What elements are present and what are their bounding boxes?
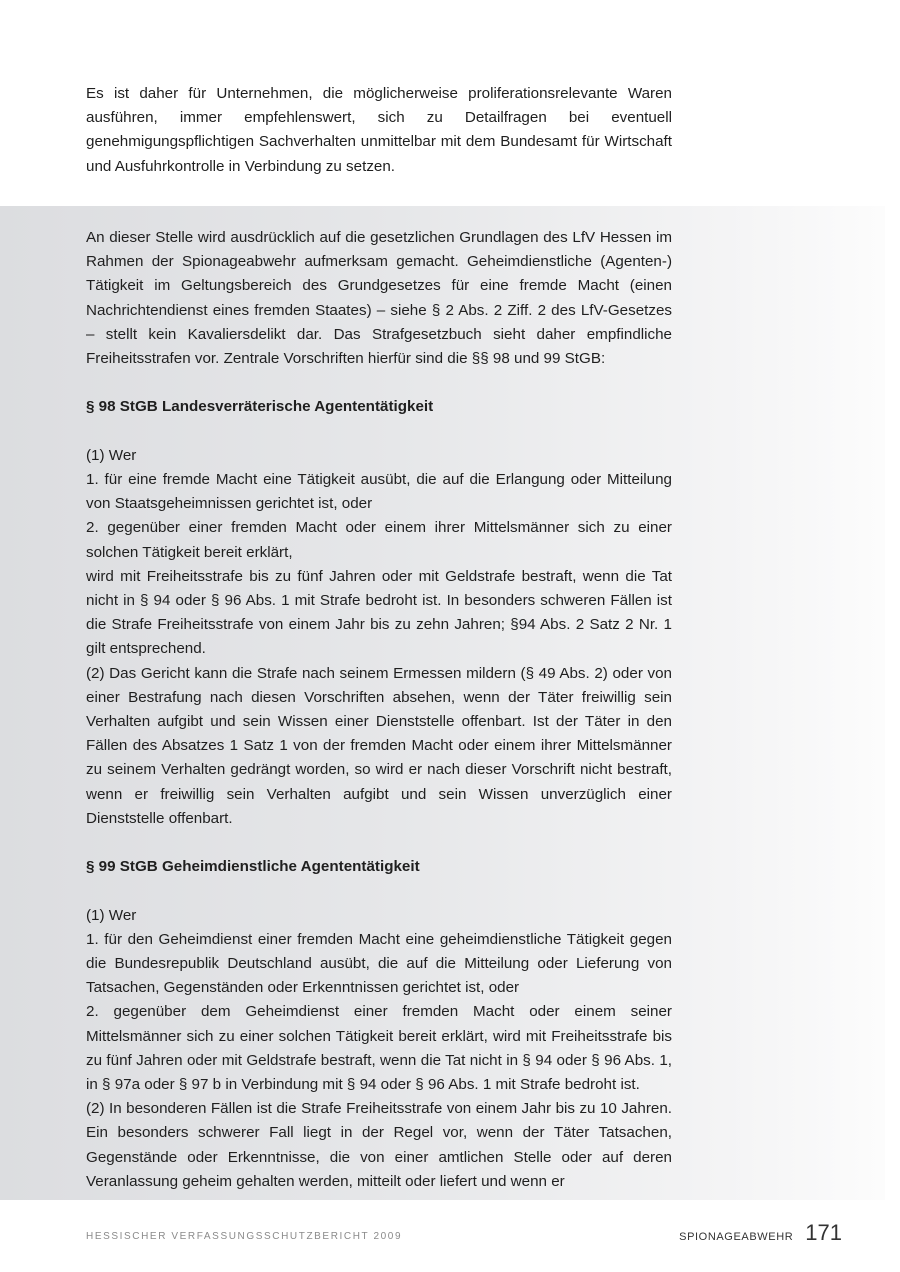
footer-page-info [679,1220,842,1246]
section-99-line: (1) Wer [86,906,137,924]
section-98-line: 1. für eine fremde Macht eine Tätigkeit ausübt, die auf die Erlangung oder Mitteilung von Staatsgeheimnissen gerichtet ist, oder [86,471,672,513]
page-number: 171 [805,1220,842,1245]
intro-paragraph: Es ist daher für Unternehmen, die möglicherweise proliferationsrelevante Waren ausführen, immer empfehlenswert, sich zu Detailfragen bei eventuell genehmigungspflichtigen Sachverhalten unmittelbar mit dem Bundesamt für Wirtschaft und Ausfuhrkontrolle in Verbindung zu setzen. [86,85,672,175]
section-99-line: 1. für den Geheimdienst einer fremden Macht eine geheimdienstliche Tätigkeit gegen die Bundesrepublik Deutschland ausübt, die auf die Mitteilung oder Lieferung von Tatsachen, Gegenständen oder Erkenntnissen gerichtet ist, oder [86,930,672,997]
legal-info-box [0,206,885,1200]
section-98-heading: § 98 StGB Landesverräterische Agententätigkeit [86,398,434,416]
section-98-line: (2) Das Gericht kann die Strafe nach seinem Ermessen mildern (§ 49 Abs. 2) oder von einer Bestrafung nach diesen Vorschriften absehen, wenn der Täter freiwillig sein Verhalten aufgibt und sein Wissen einer Dienststelle offenbart. Ist der Täter in den Fällen des Absatzes 1 Satz 1 von der fremden Macht oder einem ihrer Mittelsmänner zu seinem Verhalten gedrängt worden, so wird er nach dieser Vorschrift nicht bestraft, wenn er freiwillig sein Verhalten aufgibt und sein Wissen unverzüglich einer Dienststelle offenbart. [86,664,672,827]
footer-publication-title: HESSISCHER VERFASSUNGSSCHUTZBERICHT 2009 [86,1231,403,1242]
section-98-line: wird mit Freiheitsstrafe bis zu fünf Jahren oder mit Geldstrafe bestraft, wenn die Tat nicht in § 94 oder § 96 Abs. 1 mit Strafe bedroht ist. In besonders schweren Fällen ist die Strafe Freiheitsstrafe von einem Jahr bis zu zehn Jahren; §94 Abs. 2 Satz 2 Nr. 1 gilt entsprechend. [86,567,672,658]
section-98-line: 2. gegenüber einer fremden Macht oder einem ihrer Mittelsmänner sich zu einer solchen Tätigkeit bereit erklärt, [86,519,672,561]
section-99-line: (2) In besonderen Fällen ist die Strafe Freiheitsstrafe von einem Jahr bis zu 10 Jahren. Ein besonders schwerer Fall liegt in der Regel vor, wenn der Täter Tatsachen, Gegenstände oder Erkenntnisse, die von einer amtlichen Stelle oder auf deren Veranlassung geheim gehalten werden, mitteilt oder liefert und wenn er [86,1100,672,1190]
section-98-line: (1) Wer [86,446,137,464]
box-intro-paragraph: An dieser Stelle wird ausdrücklich auf die gesetzlichen Grundlagen des LfV Hessen im Rahmen der Spionageabwehr aufmerksam gemacht. Geheimdienstliche (Agenten-) Tätigkeit im Geltungsbereich des Grundgesetzes für eine fremde Macht (einen Nachrichtendienst eines fremden Staates) – siehe § 2 Abs. 2 Ziff. 2 des LfV-Gesetzes – stellt kein Kavaliersdelikt dar. Das Strafgesetzbuch sieht daher empfindliche Freiheitsstrafen vor. Zentrale Vorschriften hierfür sind die §§ 98 und 99 StGB: [86,229,672,368]
section-99-line: 2. gegenüber dem Geheimdienst einer fremden Macht oder einem seiner Mittelsmänner sich zu einer solchen Tätigkeit bereit erklärt, wird mit Freiheitsstrafe bis zu fünf Jahren oder mit Geldstrafe bestraft, wenn die Tat nicht in § 94 oder § 96 Abs. 1, in § 97a oder § 97 b in Verbindung mit § 94 oder § 96 Abs. 1 mit Strafe bedroht ist. [86,1003,672,1094]
footer-section-name: SPIONAGEABWEHR [679,1231,794,1243]
section-99-heading: § 99 StGB Geheimdienstliche Agententätigkeit [86,858,420,876]
legal-info-content [86,226,672,1194]
